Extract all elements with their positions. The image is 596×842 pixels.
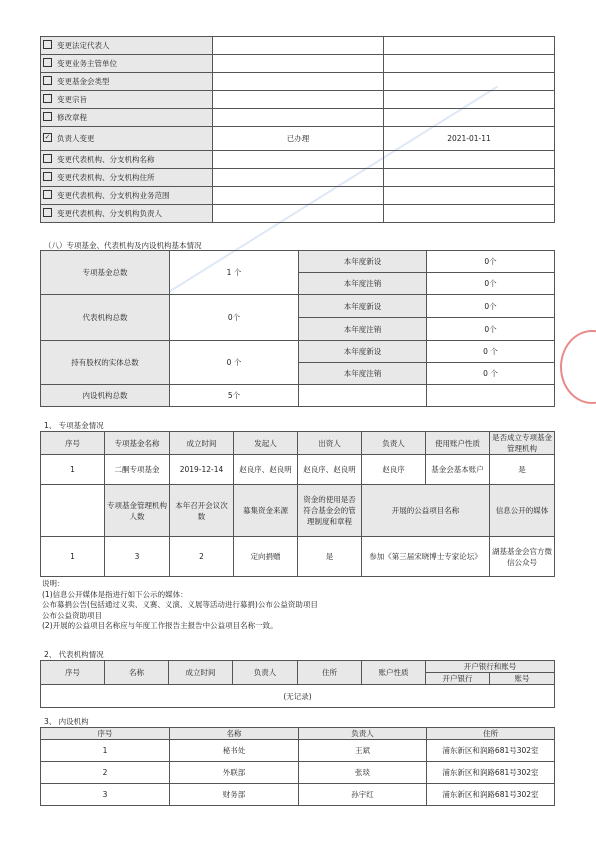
change-row xyxy=(41,169,555,187)
group-total: 0个 xyxy=(170,295,299,341)
header-cell: 发起人 xyxy=(234,432,298,455)
table-row xyxy=(41,762,555,784)
group-label: 持有股权的实体总数 xyxy=(41,341,170,385)
change-label: 变更基金会类型 xyxy=(57,77,110,86)
change-status: 已办理 xyxy=(213,127,384,151)
change-row xyxy=(41,91,555,109)
change-label-cell xyxy=(41,187,213,205)
change-row xyxy=(41,127,555,151)
group-new: 0个 xyxy=(427,251,555,273)
change-status xyxy=(213,73,384,91)
data-cell: 浦东新区和润路681号302室 xyxy=(427,740,555,762)
data-cell: 是 xyxy=(490,455,555,485)
checkbox-icon xyxy=(43,172,52,181)
header-cell: 名称 xyxy=(170,728,299,740)
red-seal-stamp xyxy=(560,330,596,404)
new-label: 本年度新设 xyxy=(299,251,427,273)
change-label-cell xyxy=(41,205,213,223)
change-status xyxy=(213,37,384,55)
checkbox-icon xyxy=(43,112,52,121)
change-date xyxy=(384,169,555,187)
header-cell: 资金的使用是否符合基金会的管理制度和章程 xyxy=(298,485,362,537)
group-new: 0 个 xyxy=(427,341,555,363)
checkbox-checked-icon: ✓ xyxy=(44,132,51,141)
empty-cell xyxy=(299,385,427,407)
change-status xyxy=(213,55,384,73)
data-cell: 1 xyxy=(41,455,105,485)
data-cell: 湖基基金会官方微信公众号 xyxy=(490,537,555,577)
change-status xyxy=(213,169,384,187)
header-cell: 专项基金名称 xyxy=(105,432,170,455)
change-status xyxy=(213,187,384,205)
change-label: 变更法定代表人 xyxy=(57,41,110,50)
checkbox-icon xyxy=(43,154,52,163)
header-cell: 住所 xyxy=(427,728,555,740)
change-row xyxy=(41,187,555,205)
change-date xyxy=(384,73,555,91)
change-label-cell xyxy=(41,37,213,55)
data-cell: 3 xyxy=(105,537,170,577)
data-cell: 是 xyxy=(298,537,362,577)
internal-total: 5个 xyxy=(170,385,299,407)
change-status xyxy=(213,109,384,127)
change-label-cell xyxy=(41,73,213,91)
data-cell: 外联部 xyxy=(170,762,299,784)
change-table xyxy=(40,36,555,223)
change-status xyxy=(213,91,384,109)
header-cell: 开展的公益项目名称 xyxy=(362,485,490,537)
header-cell: 名称 xyxy=(105,661,169,685)
checkbox-icon xyxy=(43,58,52,67)
change-row xyxy=(41,109,555,127)
internal-table xyxy=(40,727,555,806)
section3-title: 3、 内设机构 xyxy=(44,717,89,726)
checkbox-icon xyxy=(43,40,52,49)
section2-title: 2、 代表机构情况 xyxy=(44,650,104,659)
data-cell: 基金会基本账户 xyxy=(426,455,490,485)
change-label: 变更业务主管单位 xyxy=(57,59,117,68)
group-label: 专项基金总数 xyxy=(41,251,170,295)
data-cell: 张琰 xyxy=(299,762,427,784)
data-cell: 财务部 xyxy=(170,784,299,806)
checkbox-icon xyxy=(43,76,52,85)
section1-title: 1、 专项基金情况 xyxy=(44,421,104,430)
cancel-label: 本年度注销 xyxy=(299,363,427,385)
group-cancel: 0个 xyxy=(427,318,555,341)
data-cell: 孙宇红 xyxy=(299,784,427,806)
empty-record: (无记录) xyxy=(41,685,555,708)
data-cell: 1 xyxy=(41,740,170,762)
data-cell: 定向捐赠 xyxy=(234,537,298,577)
group-cancel: 0个 xyxy=(427,273,555,295)
special-fund-table xyxy=(40,431,555,577)
change-row xyxy=(41,37,555,55)
group-cancel: 0 个 xyxy=(427,363,555,385)
note-line: 公布公益资助项目 xyxy=(42,610,102,620)
note-line: (1)信息公开媒体是指进行如下公示的媒体： xyxy=(42,589,188,599)
change-label-cell xyxy=(41,91,213,109)
header-cell: 成立时间 xyxy=(170,432,234,455)
change-label-cell xyxy=(41,169,213,187)
note-line: (2)开展的公益项目名称应与年度工作报告主报告中公益项目名称一致。 xyxy=(42,621,278,630)
header-cell: 募集资金来源 xyxy=(234,485,298,537)
bank-subheader: 开户银行 xyxy=(426,673,490,685)
representative-table xyxy=(40,660,555,708)
header-cell: 序号 xyxy=(41,432,105,455)
change-status xyxy=(213,205,384,223)
note-line: 公布募捐公告(包括通过义卖、义赛、义演、义展等活动进行募捐)公布公益资助项目 xyxy=(42,600,318,609)
change-label: 变更宗旨 xyxy=(57,95,87,104)
notes xyxy=(42,579,318,632)
checkbox-icon xyxy=(43,94,52,103)
new-label: 本年度新设 xyxy=(299,295,427,318)
change-label: 变更代表机构、分支机构住所 xyxy=(57,173,155,182)
change-label-cell xyxy=(41,151,213,169)
checkbox-icon xyxy=(43,190,52,199)
change-status xyxy=(213,151,384,169)
data-cell: 浦东新区和润路681号302室 xyxy=(427,784,555,806)
group-total: 0 个 xyxy=(170,341,299,385)
change-row xyxy=(41,205,555,223)
data-cell: 3 xyxy=(41,784,170,806)
empty-cell xyxy=(427,385,555,407)
header-cell: 成立时间 xyxy=(169,661,233,685)
data-cell: 秘书处 xyxy=(170,740,299,762)
data-cell: 赵良序 xyxy=(362,455,426,485)
change-label: 变更代表机构、分支机构名称 xyxy=(57,155,155,164)
change-label: 修改章程 xyxy=(57,113,87,122)
cancel-label: 本年度注销 xyxy=(299,273,427,295)
data-cell: 赵良序、赵良明 xyxy=(298,455,362,485)
table-row xyxy=(41,784,555,806)
header-cell: 序号 xyxy=(41,728,170,740)
change-label: 变更代表机构、分支机构负责人 xyxy=(57,209,162,218)
new-label: 本年度新设 xyxy=(299,341,427,363)
header-cell: 住所 xyxy=(298,661,362,685)
header-cell: 负责人 xyxy=(299,728,427,740)
group-label: 代表机构总数 xyxy=(41,295,170,341)
group-new: 0个 xyxy=(427,295,555,318)
group-total: 1 个 xyxy=(170,251,299,295)
header-cell: 负责人 xyxy=(233,661,298,685)
header-cell: 信息公开的媒体 xyxy=(490,485,555,537)
section8-table xyxy=(40,250,555,407)
change-date xyxy=(384,205,555,223)
header-cell: 序号 xyxy=(41,661,105,685)
data-cell: 浦东新区和润路681号302室 xyxy=(427,762,555,784)
change-label: 负责人变更 xyxy=(57,134,95,143)
header-cell: 出资人 xyxy=(298,432,362,455)
data-cell: 1 xyxy=(41,537,105,577)
header-cell: 账户性质 xyxy=(362,661,426,685)
change-date xyxy=(384,91,555,109)
change-date xyxy=(384,37,555,55)
cancel-label: 本年度注销 xyxy=(299,318,427,341)
bank-header: 开户银行和账号 xyxy=(426,661,555,673)
data-cell: 王斌 xyxy=(299,740,427,762)
change-row xyxy=(41,73,555,91)
change-date xyxy=(384,151,555,169)
bank-subheader: 账号 xyxy=(490,673,555,685)
table-row xyxy=(41,740,555,762)
change-label-cell xyxy=(41,55,213,73)
change-label-cell xyxy=(41,109,213,127)
data-cell: 2 xyxy=(170,537,234,577)
note-line: 说明： xyxy=(42,579,65,588)
data-cell: 二酮专项基金 xyxy=(105,455,170,485)
change-date xyxy=(384,55,555,73)
header-cell: 负责人 xyxy=(362,432,426,455)
header-cell: 使用账户性质 xyxy=(426,432,490,455)
internal-label: 内设机构总数 xyxy=(41,385,170,407)
header-cell: 是否成立专项基金管理机构 xyxy=(490,432,555,455)
data-cell: 赵良序、赵良明 xyxy=(234,455,298,485)
change-label-cell xyxy=(41,127,213,151)
change-row xyxy=(41,151,555,169)
change-row xyxy=(41,55,555,73)
change-date: 2021-01-11 xyxy=(384,127,555,151)
change-date xyxy=(384,109,555,127)
empty-cell xyxy=(41,485,105,537)
change-label: 变更代表机构、分支机构业务范围 xyxy=(57,191,170,200)
data-cell: 2019-12-14 xyxy=(170,455,234,485)
checkbox-icon xyxy=(43,208,52,217)
change-date xyxy=(384,187,555,205)
data-cell: 参加《第三届宋晓博士专家论坛》 xyxy=(362,537,490,577)
header-cell: 本年召开会议次数 xyxy=(170,485,234,537)
section8-title: （八）专项基金、代表机构及内设机构基本情况 xyxy=(44,241,202,250)
header-cell: 专项基金管理机构人数 xyxy=(105,485,170,537)
data-cell: 2 xyxy=(41,762,170,784)
